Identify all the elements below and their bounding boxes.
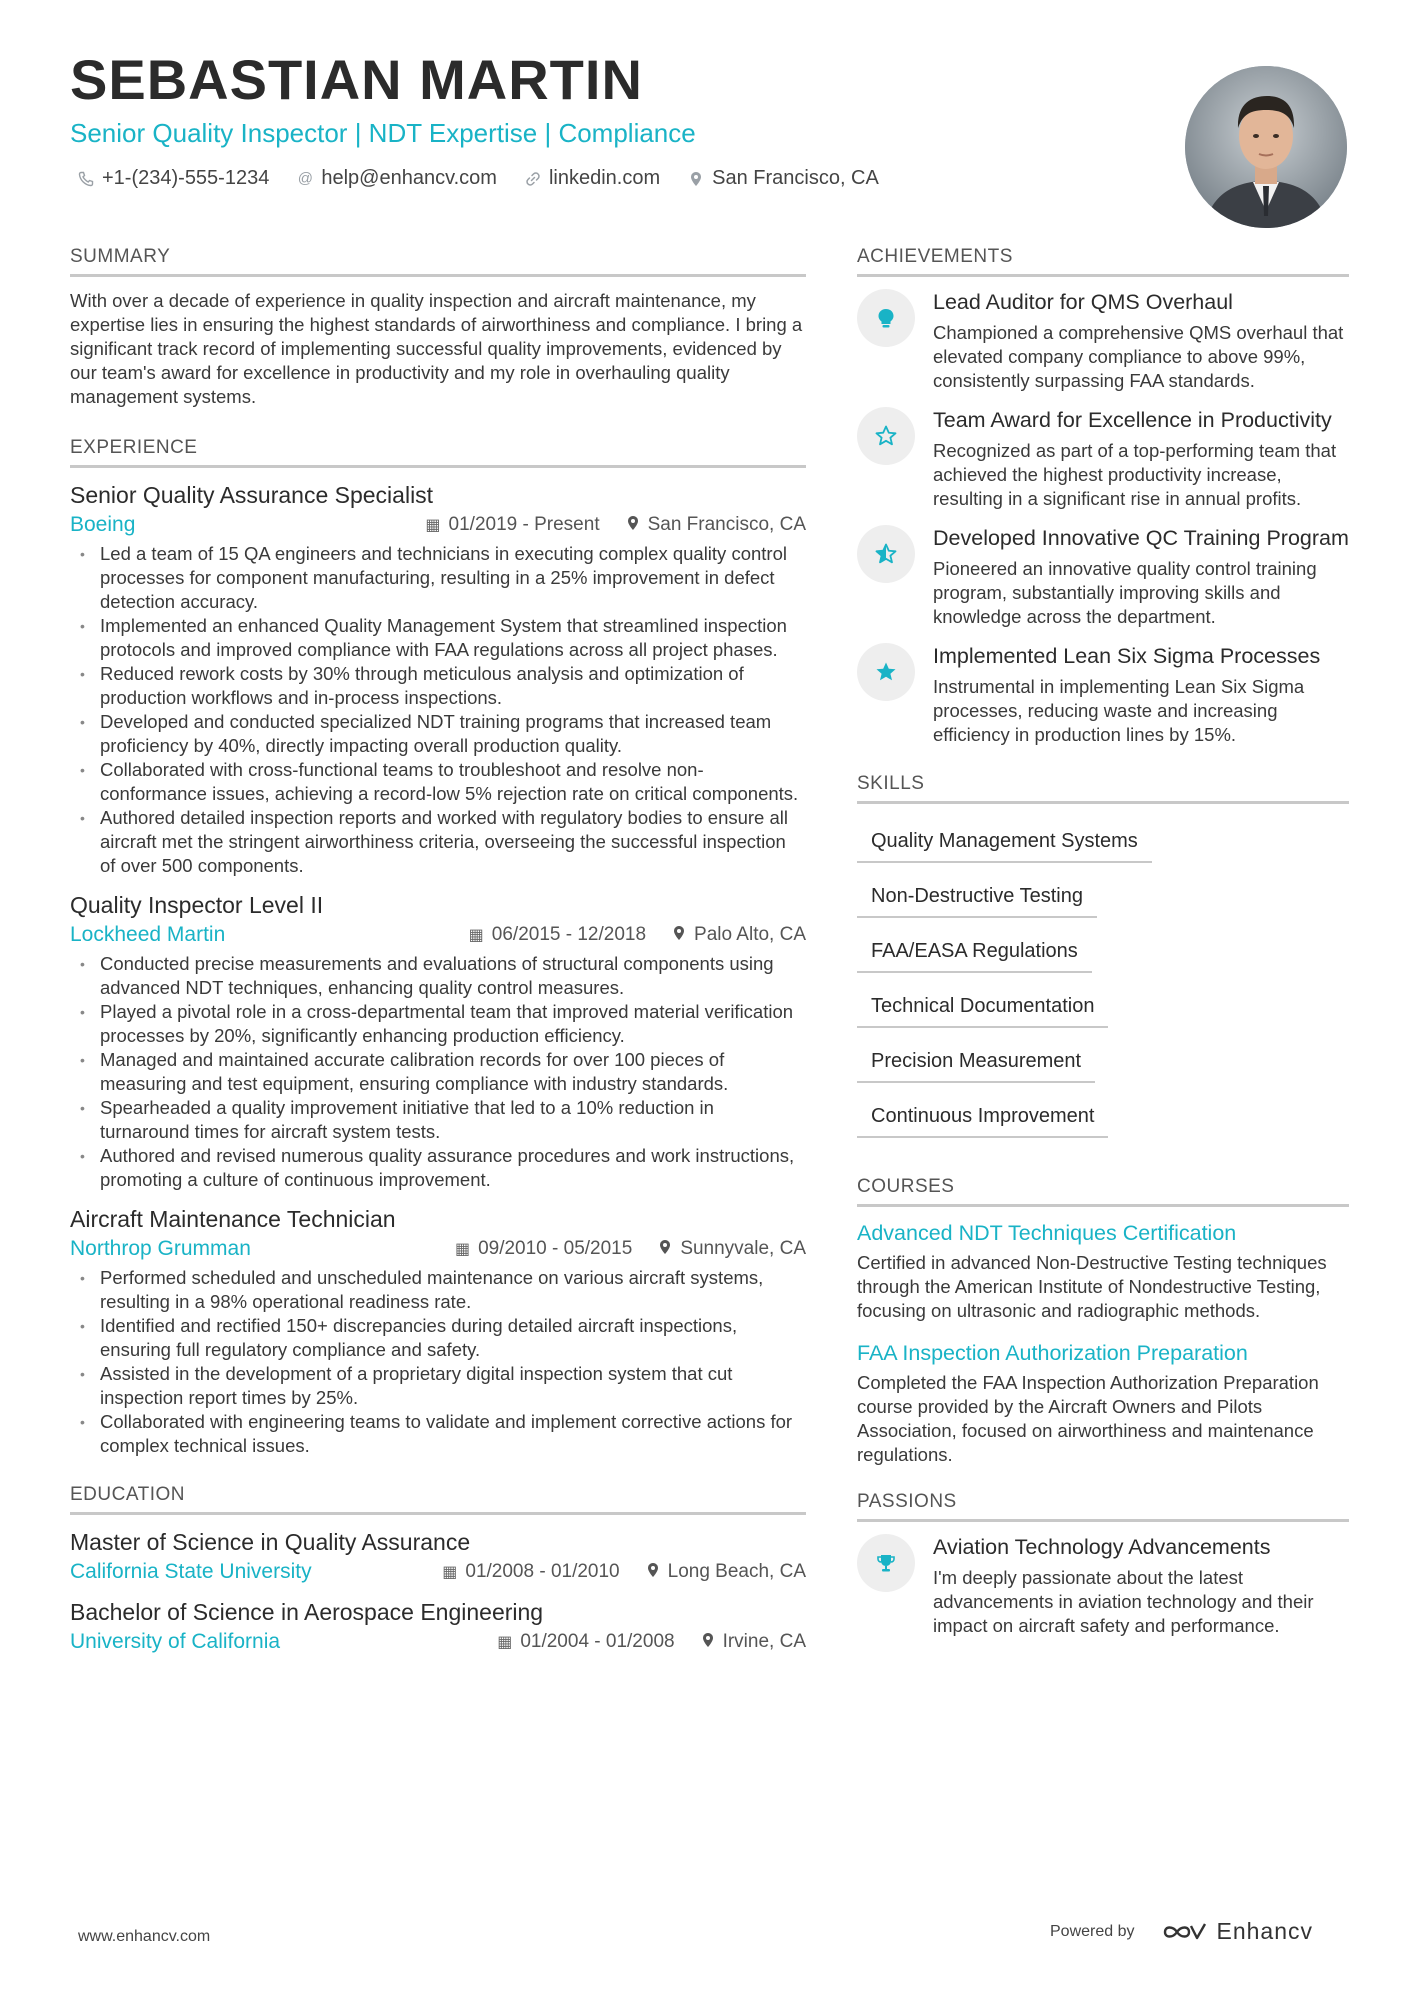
achievement-desc: Recognized as part of a top-performing team that achieved the highest productivity increase, resulting in a significant rise in annual profits. [933,440,1337,509]
link-icon [525,171,541,187]
course-entry [857,1219,1349,1323]
skill-tag: Continuous Improvement [857,1099,1108,1138]
bullet-item: • Authored and revised numerous quality assurance procedures and work instructions, promoting a culture of continuous improvement. [70,1144,806,1192]
brand-name: Enhancv [1216,1918,1314,1944]
course-desc: Completed the FAA Inspection Authorization Preparation course provided by the Aircraft Owners and Pilots Association, focused on airworthiness and maintenance regulations. [857,1372,1319,1465]
powered-by-text: Powered by [1050,1922,1135,1940]
education-dates: 01/2008 - 01/2010 [465,1561,620,1582]
bullet-item: • Authored detailed inspection reports and worked with regulatory bodies to ensure all aircraft met the stringent airworthiness criteria, overseeing the successful inspection of over 500 components. [70,806,806,878]
summary-heading: SUMMARY [70,246,806,277]
bullet-item: • Spearheaded a quality improvement initiative that led to a 10% reduction in turnaround times for aircraft system tests. [70,1096,806,1144]
bullet-item: • Managed and maintained accurate calibration records for over 100 pieces of measuring and test equipment, ensuring compliance with industry standards. [70,1048,806,1096]
location-icon [646,1562,660,1583]
calendar-icon: ▦ [497,1634,513,1651]
lightbulb-icon [857,289,915,347]
footer-website[interactable]: www.enhancv.com [78,1928,211,1945]
company-name: Boeing [70,513,136,536]
achievement-item [857,407,1349,511]
bullet-item: • Assisted in the development of a proprietary digital inspection system that cut inspection report times by 25%. [70,1362,806,1410]
enhancv-logo-icon [1161,1920,1207,1944]
school-name: California State University [70,1560,312,1583]
job-meta [70,920,806,950]
achievement-item [857,643,1349,747]
education-location: Irvine, CA [722,1631,806,1652]
course-title: FAA Inspection Authorization Preparation [857,1341,1248,1365]
calendar-icon: ▦ [454,1241,471,1258]
courses-heading: COURSES [857,1176,1349,1207]
contact-phone-text: +1-(234)-555-1234 [102,167,270,189]
achievement-title: Developed Innovative QC Training Program [933,526,1349,550]
job-dates: 06/2015 - 12/2018 [491,924,647,945]
education-entry [70,1527,806,1587]
education-location: Long Beach, CA [667,1561,806,1582]
achievement-title: Lead Auditor for QMS Overhaul [933,290,1233,314]
passion-desc: I'm deeply passionate about the latest advancements in aviation technology and their impact on aircraft safety and performance. [933,1567,1314,1636]
job-entry [70,890,806,1192]
calendar-icon: ▦ [442,1564,458,1581]
course-desc: Certified in advanced Non-Destructive Testing techniques through the American Institute of Nondestructive Testing, focusing on ultrasonic and radiographic methods. [857,1252,1327,1321]
contact-location-text: San Francisco, CA [712,167,879,189]
skill-tag: Technical Documentation [857,989,1108,1028]
job-meta [70,1234,806,1264]
education-meta [70,1627,806,1657]
achievements-heading: ACHIEVEMENTS [857,246,1349,277]
job-title: Senior Quality Assurance Specialist [70,482,434,508]
course-entry [857,1339,1349,1467]
contact-bar [78,167,879,190]
job-meta [70,510,806,540]
bullet-item: • Played a pivotal role in a cross-departmental team that improved material verification processes by 20%, significantly enhancing production efficiency. [70,1000,806,1048]
job-location: Sunnyvale, CA [680,1238,806,1259]
location-icon [658,1239,672,1260]
calendar-icon: ▦ [425,517,441,534]
star-half-icon [857,525,915,583]
contact-location [688,167,879,190]
at-icon: @ [297,169,313,187]
job-location: San Francisco, CA [647,514,806,535]
bullet-item: • Performed scheduled and unscheduled maintenance on various aircraft systems, resulting in a 98% operational readiness rate. [70,1266,806,1314]
location-icon [626,515,640,536]
education-dates: 01/2004 - 01/2008 [520,1631,675,1652]
location-icon [701,1632,715,1653]
skill-tag: FAA/EASA Regulations [857,934,1092,973]
company-name: Lockheed Martin [70,923,226,946]
achievement-title: Team Award for Excellence in Productivity [933,408,1332,432]
candidate-name: SEBASTIAN MARTIN [70,48,643,111]
achievement-desc: Championed a comprehensive QMS overhaul that elevated company compliance to above 99%, consistently surpassing FAA standards. [933,322,1344,391]
bullet-item: • Developed and conducted specialized NDT training programs that increased team proficiency by 40%, directly impacting overall production quality. [70,710,806,758]
job-bullets [70,542,806,878]
achievement-item [857,525,1349,629]
job-title: Aircraft Maintenance Technician [70,1206,396,1232]
star-filled-icon [857,643,915,701]
achievement-title: Implemented Lean Six Sigma Processes [933,644,1321,668]
achievement-desc: Pioneered an innovative quality control training program, substantially improving skills and knowledge across the department. [933,558,1317,627]
phone-icon [78,171,94,187]
education-entry [70,1597,806,1657]
passion-title: Aviation Technology Advancements [933,1535,1271,1559]
degree-title: Master of Science in Quality Assurance [70,1529,471,1555]
brand-logo[interactable] [1161,1918,1314,1945]
job-dates: 01/2019 - Present [448,514,600,535]
bullet-item: • Collaborated with cross-functional teams to troubleshoot and resolve non-conformance issues, achieving a record-low 5% rejection rate on critical components. [70,758,806,806]
contact-phone [78,167,269,190]
contact-email[interactable] [297,167,497,190]
skills-heading: SKILLS [857,773,1349,804]
contact-linkedin-text: linkedin.com [548,167,661,189]
trophy-icon [857,1534,915,1592]
bullet-item: • Reduced rework costs by 30% through meticulous analysis and optimization of production workflows and in-process inspections. [70,662,806,710]
bullet-item: • Identified and rectified 150+ discrepancies during detailed aircraft inspections, ensuring full regulatory compliance and safety. [70,1314,806,1362]
education-heading: EDUCATION [70,1484,806,1515]
contact-email-text: help@enhancv.com [321,167,497,189]
passions-heading: PASSIONS [857,1491,1349,1522]
experience-heading: EXPERIENCE [70,437,806,468]
achievement-item [857,289,1349,393]
contact-linkedin[interactable] [525,167,660,190]
job-location: Palo Alto, CA [694,924,806,945]
degree-title: Bachelor of Science in Aerospace Engineering [70,1599,544,1625]
bullet-item: • Implemented an enhanced Quality Management System that streamlined inspection protocols and improved compliance with FAA regulations across all project phases. [70,614,806,662]
summary-text: With over a decade of experience in quality inspection and aircraft maintenance, my expertise lies in ensuring the highest standards of airworthiness and compliance. I bring a significant track record of implementing successful quality improvements, evidenced by our team's award for excellence in productivity and my role in overhauling quality management systems. [70,290,803,407]
star-outline-icon [857,407,915,465]
bullet-item: • Led a team of 15 QA engineers and technicians in executing complex quality control processes for component manufacturing, resulting in a 25% improvement in defect detection accuracy. [70,542,806,614]
school-name: University of California [70,1630,281,1653]
company-name: Northrop Grumman [70,1237,251,1260]
achievement-desc: Instrumental in implementing Lean Six Sigma processes, reducing waste and increasing efficiency in production lines by 15%. [933,676,1305,745]
passion-item [857,1534,1349,1638]
job-entry [70,1204,806,1458]
candidate-headline: Senior Quality Inspector | NDT Expertise | Compliance [70,118,696,148]
education-meta [70,1557,806,1587]
location-icon [672,925,686,946]
right-column [857,246,1349,1652]
skill-tag: Non-Destructive Testing [857,879,1097,918]
calendar-icon: ▦ [468,927,484,944]
left-column [70,246,806,1667]
bullet-item: • Collaborated with engineering teams to validate and implement corrective actions for complex technical issues. [70,1410,806,1458]
job-entry [70,480,806,878]
job-title: Quality Inspector Level II [70,892,324,918]
location-icon [688,171,704,187]
job-bullets [70,952,806,1192]
course-title: Advanced NDT Techniques Certification [857,1221,1237,1245]
skill-tag: Quality Management Systems [857,824,1152,863]
footer-branding [1050,1918,1313,1945]
skill-tag: Precision Measurement [857,1044,1095,1083]
skills-list [857,816,1349,1146]
profile-photo [1185,66,1347,228]
job-dates: 09/2010 - 05/2015 [478,1238,633,1259]
bullet-item: • Conducted precise measurements and evaluations of structural components using advanced NDT techniques, enhancing quality control measures. [70,952,806,1000]
job-bullets [70,1266,806,1458]
